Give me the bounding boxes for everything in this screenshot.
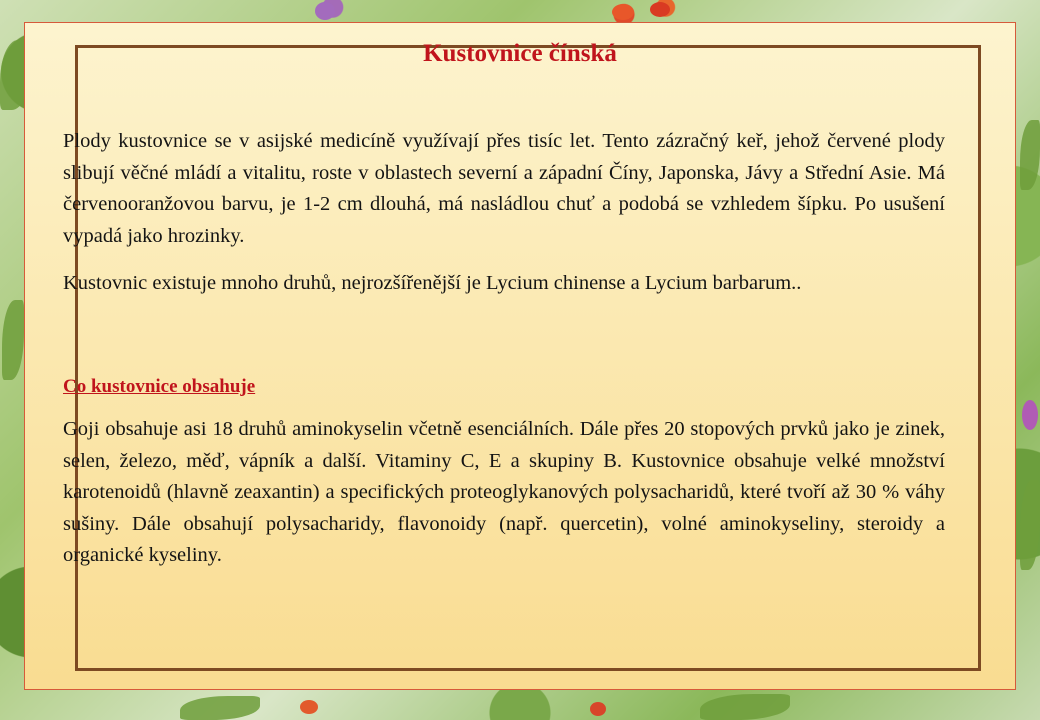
contents-paragraph: Goji obsahuje asi 18 druhů aminokyselin včetně esenciálních. Dále přes 20 stopových prvků jako je zinek, selen, železo, měď, vápník a další. Vitaminy C, E a skupiny B. Kustovnice obsahuje velké množství karotenoidů (hlavně zeaxantin) a specifických proteoglykanových polysacharidů, které tvoří až 30 % váhy sušiny. Dále obsahují polysacharidy, flavonoidy (např. quercetin), volné aminokyseliny, steroidy a organické kyseliny. (63, 418, 945, 566)
goji-flower (1022, 400, 1038, 430)
goji-berry (590, 702, 606, 716)
goji-flower (315, 2, 335, 20)
contents-subheading: Co kustovnice obsahuje (63, 376, 256, 397)
intro-paragraph: Plody kustovnice se v asijské medicíně využívají přes tisíc let. Tento zázračný keř, jehož červené plody slibují věčné mládí a vitalitu, roste v oblastech severní a západní Číny, Japonska, Jávy a Střední Asie. Má červenooranžovou barvu, je 1-2 cm dlouhá, má nasládlou chuť a podobá se vzhledem šípku. Po usušení vypadá jako hrozinky. (63, 130, 945, 247)
goji-berry (650, 2, 670, 17)
leaf (700, 694, 790, 720)
goji-berry (612, 4, 634, 20)
content-card (24, 22, 1016, 690)
leaf (1020, 120, 1040, 190)
leaf (1020, 480, 1040, 570)
goji-berry (300, 700, 318, 714)
leaf (2, 300, 24, 380)
leaf (180, 696, 260, 720)
slide-title: Kustovnice čínská (423, 40, 617, 67)
species-paragraph: Kustovnic existuje mnoho druhů, nejrozšířenější je Lycium chinense a Lycium barbarum.. (63, 272, 802, 294)
